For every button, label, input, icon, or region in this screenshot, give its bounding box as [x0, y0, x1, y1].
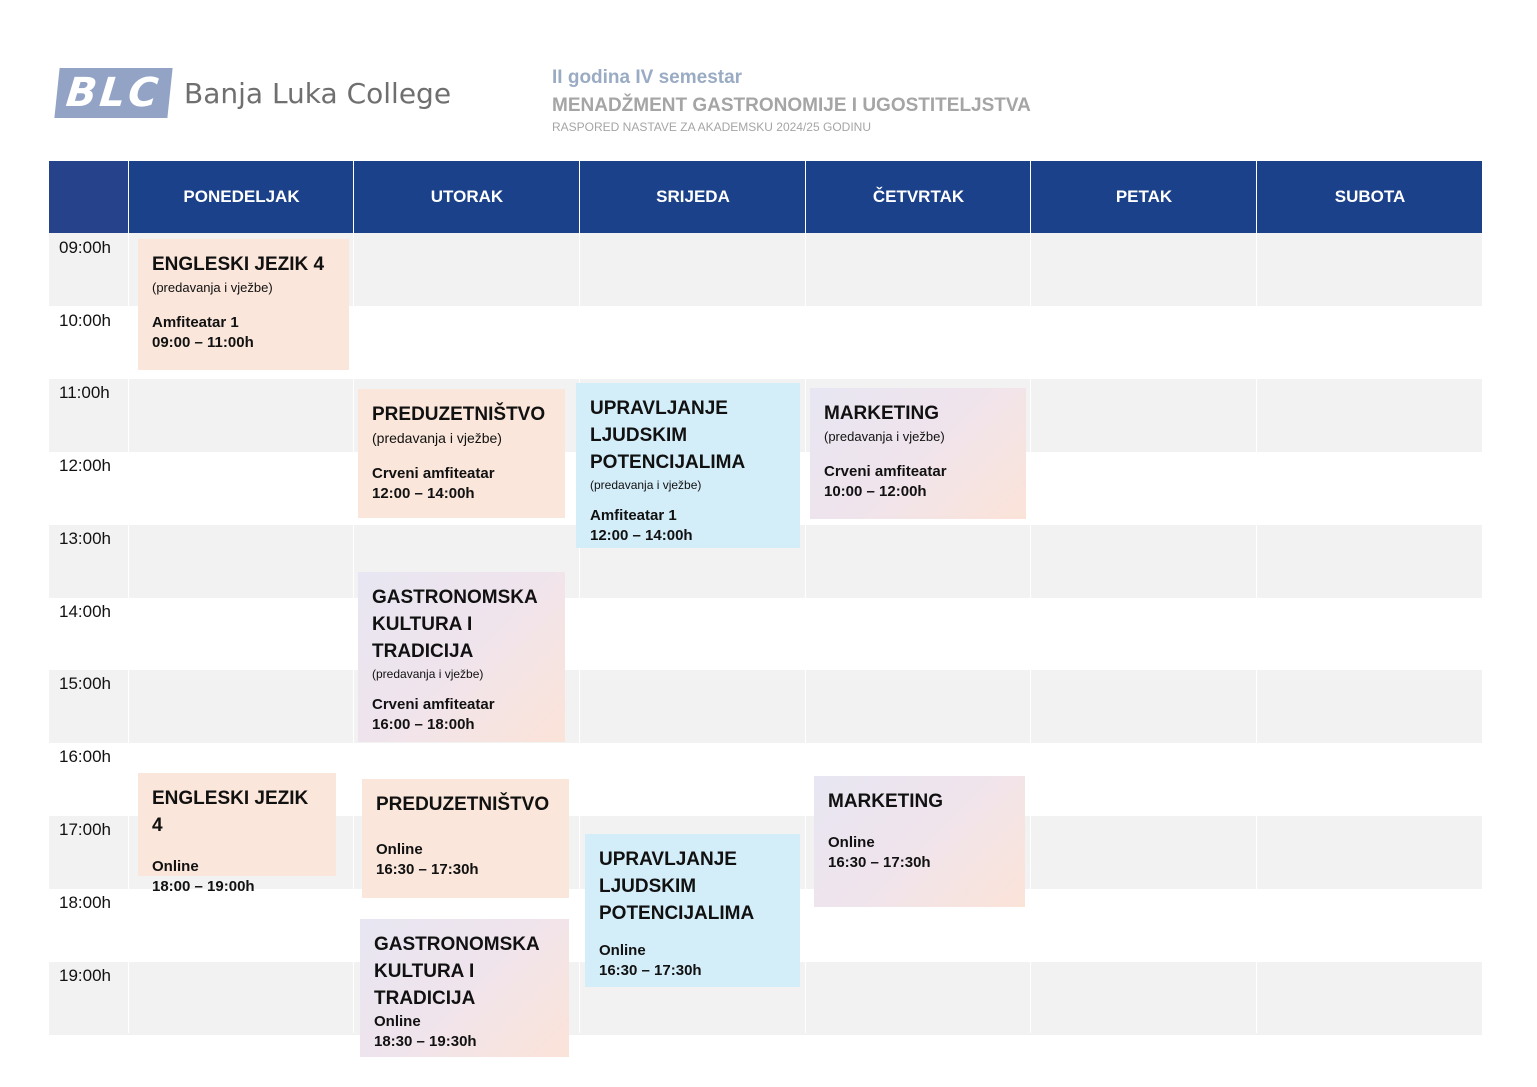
class-type: (predavanja i vježbe): [824, 429, 945, 444]
class-room: Online: [599, 942, 646, 959]
time-label: 15:00h: [59, 674, 111, 693]
class-time: 16:30 – 17:30h: [376, 861, 479, 878]
column-divider: [579, 233, 580, 1033]
day-header-wednesday: SRIJEDA: [579, 161, 806, 233]
time-label: 19:00h: [59, 966, 111, 985]
class-room: Online: [828, 834, 875, 851]
class-card-preduzetnistvo-tuesday[interactable]: [358, 389, 565, 518]
header-corner: [49, 161, 128, 233]
class-time: 12:00 – 14:00h: [590, 527, 693, 544]
class-title: UPRAVLJANJE LJUDSKIM POTENCIJALIMA: [599, 849, 755, 924]
day-header-tuesday: UTORAK: [353, 161, 580, 233]
class-card-engleski-monday[interactable]: [138, 239, 349, 370]
class-card-marketing-thursday[interactable]: [810, 388, 1026, 519]
class-title: ENGLESKI JEZIK 4: [152, 788, 309, 836]
class-time: 09:00 – 11:00h: [152, 334, 254, 351]
day-header-row: [49, 161, 1482, 233]
day-header-friday: PETAK: [1030, 161, 1257, 233]
class-room: Online: [374, 1013, 421, 1030]
time-label: 16:00h: [59, 747, 111, 766]
class-title: MARKETING: [824, 403, 940, 424]
class-title: PREDUZETNIŠTVO: [376, 794, 550, 815]
class-card-gastronomska-kultura-tuesday[interactable]: [358, 572, 565, 742]
class-time: 18:30 – 19:30h: [374, 1033, 477, 1050]
time-label: 11:00h: [59, 383, 110, 402]
logo-mark: BLC: [54, 68, 172, 118]
class-card-preduzetnistvo-online[interactable]: [362, 779, 569, 898]
column-divider: [1030, 233, 1031, 1033]
class-time: 18:00 – 19:00h: [152, 878, 255, 895]
class-room: Amfiteatar 1: [152, 314, 239, 331]
class-room: Online: [152, 858, 199, 875]
class-title: GASTRONOMSKA KULTURA I TRADICIJA: [372, 587, 538, 662]
time-label: 17:00h: [59, 820, 111, 839]
class-card-engleski-online[interactable]: [138, 773, 336, 895]
class-room: Amfiteatar 1: [590, 507, 677, 524]
column-divider: [805, 233, 806, 1033]
time-label: 14:00h: [59, 602, 111, 621]
header-year: II godina IV semestar: [552, 67, 743, 88]
day-header-saturday: SUBOTA: [1256, 161, 1483, 233]
time-label: 10:00h: [59, 311, 111, 330]
class-type: (predavanja i vježbe): [372, 430, 502, 446]
class-title: MARKETING: [828, 791, 944, 812]
class-card-marketing-online[interactable]: [814, 776, 1025, 907]
class-time: 12:00 – 14:00h: [372, 485, 475, 502]
day-header-monday: PONEDELJAK: [128, 161, 354, 233]
class-room: Online: [376, 841, 423, 858]
class-room: Crveni amfiteatar: [372, 465, 495, 482]
logo-name: Banja Luka College: [184, 76, 452, 110]
class-time: 16:30 – 17:30h: [828, 854, 931, 871]
day-header-thursday: ČETVRTAK: [805, 161, 1031, 233]
class-time: 10:00 – 12:00h: [824, 483, 927, 500]
class-card-gastronomska-kultura-online[interactable]: [360, 919, 569, 1057]
row-band: [49, 670, 1482, 743]
class-type: (predavanja i vježbe): [590, 478, 702, 492]
class-room: Crveni amfiteatar: [372, 696, 495, 713]
class-title: UPRAVLJANJE LJUDSKIM POTENCIJALIMA: [590, 398, 746, 473]
class-card-ljudski-potencijali-wednesday[interactable]: [576, 383, 800, 548]
class-type: (predavanja i vježbe): [152, 280, 273, 295]
header-program: MENADŽMENT GASTRONOMIJE I UGOSTITELJSTVA: [552, 95, 1031, 116]
header-subtitle: RASPORED NASTAVE ZA AKADEMSKU 2024/25 GODINU: [552, 120, 871, 134]
class-type: (predavanja i vježbe): [372, 667, 484, 681]
time-label: 09:00h: [59, 238, 111, 257]
time-label: 18:00h: [59, 893, 111, 912]
college-logo: [57, 68, 451, 118]
class-room: Crveni amfiteatar: [824, 463, 947, 480]
time-label: 13:00h: [59, 529, 111, 548]
column-divider: [128, 233, 129, 1033]
class-title: ENGLESKI JEZIK 4: [152, 254, 325, 275]
time-label: 12:00h: [59, 456, 111, 475]
class-card-ljudski-potencijali-online[interactable]: [585, 834, 800, 987]
class-time: 16:00 – 18:00h: [372, 716, 475, 733]
column-divider: [353, 233, 354, 1033]
class-title: GASTRONOMSKA KULTURA I TRADICIJA: [374, 934, 540, 1009]
class-title: PREDUZETNIŠTVO: [372, 404, 546, 425]
class-time: 16:30 – 17:30h: [599, 962, 702, 979]
column-divider: [1256, 233, 1257, 1033]
